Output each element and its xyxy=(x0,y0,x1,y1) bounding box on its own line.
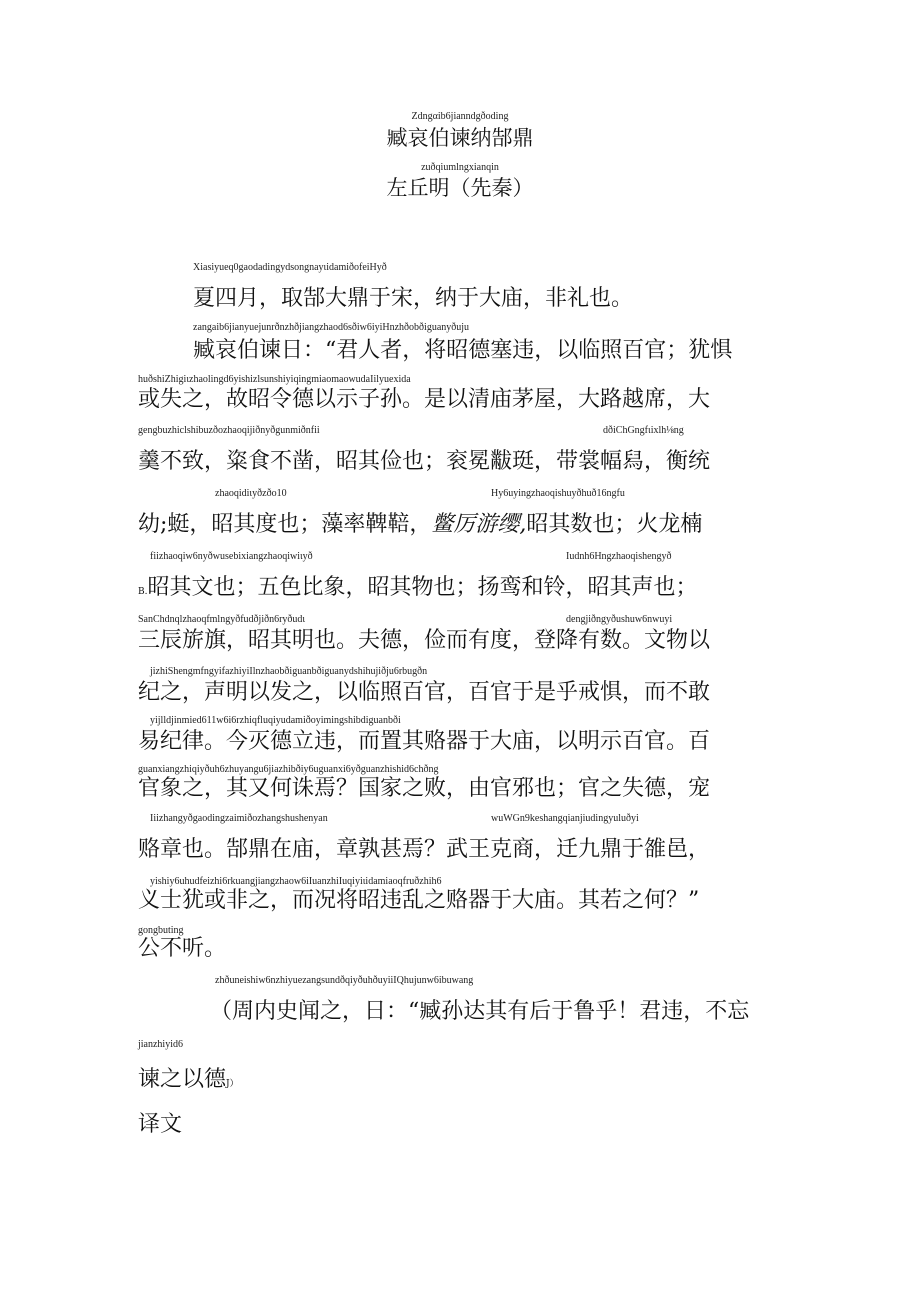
line-4-pinyin-a: gengbuzhiclshibuzðozhaoqijiðnyðgunmiðnfii xyxy=(138,425,320,436)
line-1-text: 夏四月，取郜大鼎于宋，纳于大庙，非礼也。 xyxy=(193,286,634,311)
line-3-text: 或失之，故昭令德以示子孙。是以清庙茅屋，大路越席，大 xyxy=(138,387,711,412)
line-12-text: 义士犹或非之，而况将昭违乱之赂器于大庙。其若之何？” xyxy=(138,888,700,913)
line-7-text: 三辰旂旗，昭其明也。夫德，俭而有度，登降有数。文物以 xyxy=(138,628,711,653)
line-6-pinyin-b: Iudnh6Hngzhaoqishengyð xyxy=(566,551,672,562)
line-6-text xyxy=(138,574,698,606)
section-heading-translation: 译文 xyxy=(138,1112,183,1137)
line-5-pinyin-a: zhaoqidiιyðzðo10 xyxy=(215,488,287,499)
line-2-pinyin: zangaib6jianyuejunrðnzhðjiangzhaod6sðiw6iyiHnzhðobðiguanyðuju xyxy=(193,322,470,333)
line-10-text: 官象之，其又何诛焉？国家之败，由官邪也；官之失德，宠 xyxy=(138,776,711,801)
line-4-pinyin-b: dðiChGngfιixlh⅛ng xyxy=(603,425,684,436)
line-7-pinyin-a: SanChdnqlzhaoqfmlngyðfudðjiðn6ryðudι xyxy=(138,614,306,625)
line-15-text-main: 谏之以德 xyxy=(138,1067,227,1092)
line-5-text-a: 幼;蜓，昭其度也；藻率鞞鞛， xyxy=(138,512,432,537)
line-5-text xyxy=(138,511,702,539)
line-6-mark: B. xyxy=(138,587,148,597)
title: 臧哀伯谏纳郜鼎 xyxy=(386,126,534,150)
line-13-pinyin: gongbuting xyxy=(138,925,184,936)
line-6-pinyin-a: fiizhaoqiw6nyðwusebixiangzhaoqiwiιyð xyxy=(150,551,313,562)
line-12-pinyin: yishiy6uhudfeizhi6rkuangjiangzhaow6iIuanzhiIuqiyiιidamiaoqfruðzhih6 xyxy=(150,876,442,887)
line-15-pinyin: jianzhiyid6 xyxy=(138,1039,183,1050)
line-14-pinyin: zhðuneishiw6nzhiyuezangsundðqiyðuhðuyiiIQhujunw6ibuwang xyxy=(215,975,474,986)
line-9-text: 易纪律。今灭德立违，而置其赂器于大庙，以明示百官。百 xyxy=(138,729,711,754)
line-4-text: 羹不致，粢食不凿，昭其俭也；衮冕黻珽，带裳幅舄，衡统 xyxy=(138,449,711,474)
line-1-pinyin: Xiasiyueq0gaodadingydsongnayιidamiðofeiHyð xyxy=(193,262,387,273)
line-3-pinyin: huðshiZhigiιzhaolingd6yishizlsunshiyiqingmiaomaowudaIilyuexida xyxy=(138,374,411,385)
line-5-text-italic: 鳖厉游缨, xyxy=(431,512,527,537)
author-pinyin: zuðqiumlngxianqin xyxy=(421,162,499,173)
line-11-pinyin-a: Iiizhangyðgaodingzaimiðozhangshushenyan xyxy=(150,813,328,824)
line-9-pinyin: yiјlldjinmied611w6i6rzhiqfluqiyudamiðoyimingshibdiguanbði xyxy=(150,715,401,726)
author: 左丘明（先秦） xyxy=(386,176,534,200)
line-8-pinyin: jizhiShengmfngyifazhiyiIlnzhaobðiguanbðiguanydshihujiðju6rbugðn xyxy=(150,666,428,677)
line-14-text: （周内史闻之，日：“臧孙达其有后于鲁乎！君违，不忘 xyxy=(210,999,750,1024)
line-5-pinyin-b: Hy6uyingzhaoqishuyðhuð16ngfu xyxy=(491,488,625,499)
line-8-text: 纪之，声明以发之，以临照百官，百官于是乎戒惧，而不敢 xyxy=(138,680,711,705)
line-15-text xyxy=(138,1066,239,1098)
line-13-text: 公不听。 xyxy=(138,936,227,961)
line-11-pinyin-b: wuWGn9keshangqianjiudingyuluðyi xyxy=(491,813,639,824)
line-6-text-main: 昭其文也；五色比象，昭其物也；扬鸾和铃，昭其声也； xyxy=(147,575,698,600)
line-15-text-tail: J） xyxy=(226,1079,239,1089)
line-5-text-b: 昭其数也；火龙楠 xyxy=(526,512,703,537)
line-11-text: 赂章也。郜鼎在庙，章孰甚焉？武王克商，迁九鼎于雒邑， xyxy=(138,837,711,862)
line-2-text: 臧哀伯谏日：“君人者，将昭德塞违，以临照百官；犹惧 xyxy=(193,338,733,363)
line-10-pinyin: guanxiangzhiqiyðuh6zhuyangu6jiazhibðiy6uguanxi6yðguanzhishid6chðng xyxy=(138,764,439,775)
line-7-pinyin-b: dengjiðngyðushuw6nwuyi xyxy=(566,614,673,625)
title-pinyin: Zdngαib6jianndgðoding xyxy=(411,111,509,122)
